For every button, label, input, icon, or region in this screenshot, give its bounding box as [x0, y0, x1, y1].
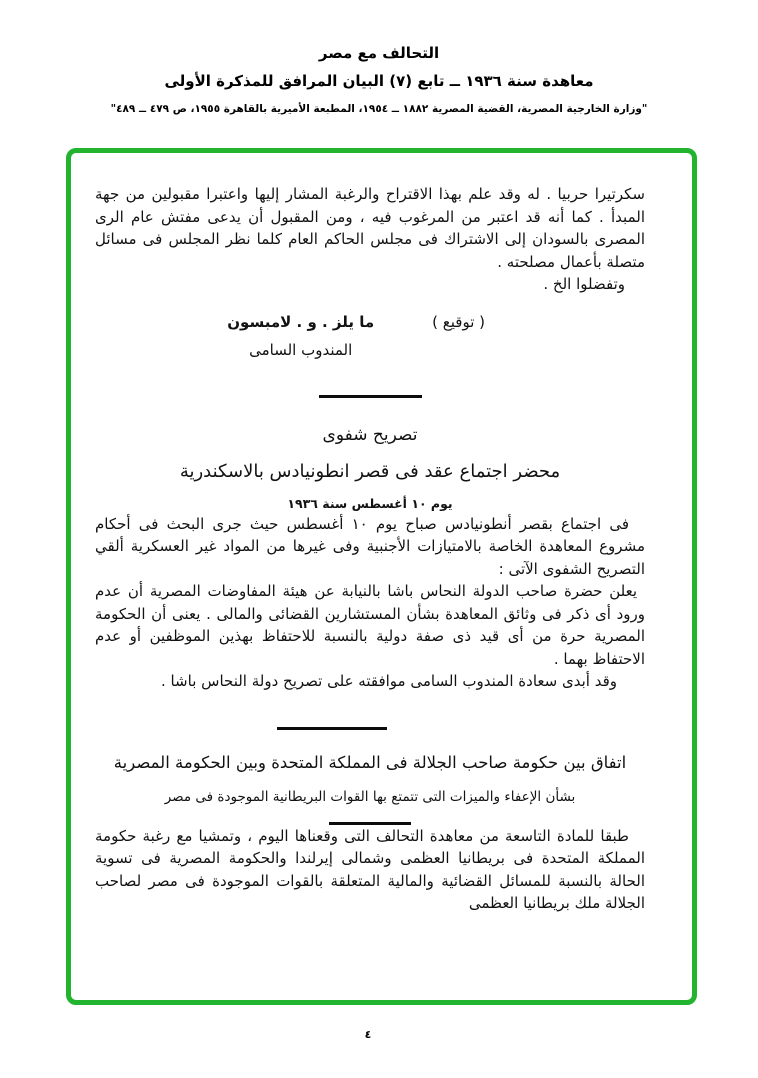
signatory-title: المندوب السامى	[249, 341, 353, 359]
header-title: التحالف مع مصر	[318, 44, 440, 62]
section2-heading: اتفاق بين حكومة صاحب الجلالة فى المملكة المتحدة وبين الحكومة المصرية	[113, 752, 627, 772]
section2-paragraph-article9: طبقا للمادة التاسعة من معاهدة التحالف التى وقعناها اليوم ، وتمشيا مع رغبة حكومة المملكة المتحدة فى بريطانيا العظمى وشمالى إيرلندا والحكومة المصرية فى تسوية الحالة بالنسبة للمسائل القضائية والمالية المتعلقة بالقوات الموجودة فى مصر لصاحب الجلالة ملك بريطانيا العظمى	[95, 826, 645, 912]
section-divider	[319, 395, 422, 398]
section2-subheading: بشأن الإعفاء والميزات التى تتمتع بها القوات البريطانية الموجودة فى مصر	[164, 788, 576, 805]
header-source-note: "وزارة الخارجية المصرية، القضية المصرية ١٨٨٢ ــ ١٩٥٤، المطبعة الأميرية بالقاهرة ١٩٥٥، ص ٤٧٩ ــ ٤٨٩"	[110, 103, 648, 115]
section1-heading: تصريح شفوى	[322, 424, 418, 445]
closing-line: وتفضلوا الخ .	[543, 275, 625, 293]
signatory-name: ما يلز . و . لامبسون	[227, 312, 375, 331]
section1-paragraph-declaration: يعلن حضرة صاحب الدولة النحاس باشا بالنيابة عن هيئة المفاوضات المصرية أن عدم ورود أى ذكر فى وثائق المعاهدة بشأن المستشارين القضائى والمالى . يعنى أن الحكومة المصرية حرة من أى قيد ذى صفة دولية بالنسبة للاحتفاظ بهذين الموظفين أو عدم الاحتفاظ بهما .	[95, 582, 645, 668]
signature-column	[227, 311, 374, 362]
section-divider	[277, 727, 387, 730]
section1-date-line: يوم ١٠ أغسطس سنة ١٩٣٦	[287, 495, 453, 511]
signature-block	[227, 311, 485, 362]
header-subtitle: معاهدة سنة ١٩٣٦ ــ تابع (٧) البيان المرافق للمذكرة الأولى	[164, 72, 594, 90]
section1-paragraph-meeting: فى اجتماع بقصر أنطونيادس صباح يوم ١٠ أغسطس حيث جرى البحث فى أحكام مشروع المعاهدة الخاصة بالامتيازات الأجنبية وفى غيرها من المواد غير العسكرية ألقي التصريح الشفوى الآتى :	[95, 514, 645, 578]
paragraph-secretary: سكرتيرا حربيا . له وقد علم بهذا الاقتراح والرغبة المشار إليها واعتبرا مقبولين من جهة المبدأ . كما أنه قد اعتبر من المرغوب فيه ، ومن المقبول أن يدعى مفتش عام الرى المصرى بالسودان إلى الاشتراك فى مجلس الحاكم العام كلما نظر المجلس فى مسائل متصلة بأعمال مصلحته .	[95, 185, 645, 271]
page-number: ٤	[364, 1028, 372, 1041]
section1-subheading: محضر اجتماع عقد فى قصر انطونيادس بالاسكندرية	[179, 460, 561, 482]
document-body	[71, 153, 692, 1000]
signature-row	[227, 311, 485, 362]
document-header	[0, 44, 758, 116]
highlight-annotation-box	[66, 148, 697, 1005]
section1-paragraph-approval: وقد أبدى سعادة المندوب السامى موافقته على تصريح دولة النحاس باشا .	[160, 672, 617, 690]
signature-label: ( توقيع )	[432, 312, 485, 331]
